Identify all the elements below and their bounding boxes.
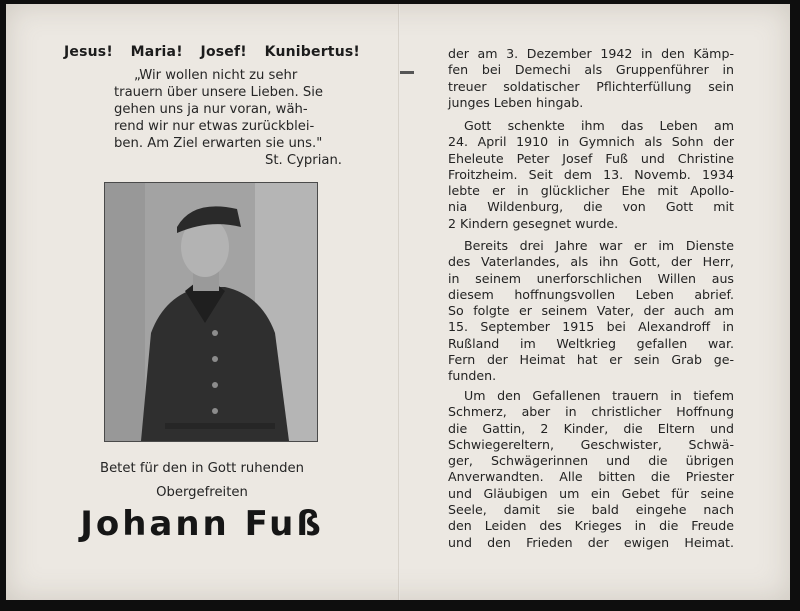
caption-line-2: Obergefreiten (156, 485, 248, 500)
text-line: die Gattin, 2 Kinder, die Eltern und (448, 420, 734, 436)
portrait-photo-drawing (105, 183, 317, 441)
text-line: nia Wildenburg, die von Gott mit (448, 199, 734, 215)
right-panel (400, 4, 790, 600)
paragraph-death (448, 46, 734, 111)
invocation-line (64, 44, 360, 60)
paragraph-mourners (448, 388, 734, 551)
invocation-word: Kunibertus! (264, 44, 360, 60)
text-line: Gott schenkte ihm das Leben am (464, 118, 734, 133)
left-panel (6, 4, 398, 600)
deceased-name: Johann Fuß (80, 504, 324, 544)
text-line: treuer soldatischer Pflichterfüllung sein (448, 78, 734, 94)
caption-line-1: Betet für den in Gott ruhenden (100, 461, 304, 476)
text-line: Fern der Heimat hat er sein Grab ge- (448, 352, 734, 368)
invocation-word: Jesus! (64, 44, 113, 60)
memorial-card (6, 4, 790, 600)
portrait-photo (104, 182, 318, 442)
text-line: und den Frieden der ewigen Heimat. (448, 534, 734, 550)
quote-line: ben. Am Ziel erwarten sie uns." (114, 136, 323, 151)
text-line: 24. April 1910 in Gymnich als Sohn der (448, 134, 734, 150)
text-line: des Vaterlandes, als ihn Gott, der Herr, (448, 254, 734, 270)
text-line: 15. September 1915 bei Alexandroff in (448, 319, 734, 335)
text-line: der am 3. Dezember 1942 in den Kämp- (448, 46, 734, 61)
text-line: in seinem unerforschlichen Willen aus (448, 270, 734, 286)
text-line: Eheleute Peter Josef Fuß und Christine (448, 150, 734, 166)
text-line: Rußland im Weltkrieg gefallen war. (448, 335, 734, 351)
text-line: Seele, damit sie bald eingehe nach (448, 502, 734, 518)
quote-block (114, 67, 360, 169)
text-line: Anverwandten. Alle bitten die Priester (448, 469, 734, 485)
invocation-word: Maria! (130, 44, 183, 60)
text-line: Bereits drei Jahre war er im Dienste (464, 238, 734, 253)
text-line: Schwiegereltern, Geschwister, Schwä- (448, 436, 734, 452)
invocation-word: Josef! (200, 44, 247, 60)
paragraph-service (448, 238, 734, 385)
text-line: junges Leben hingab. (448, 94, 584, 110)
text-line: diesem hoffnungsvollen Leben abrief. (448, 286, 734, 302)
text-line: Um den Gefallenen trauern in tiefem (464, 388, 734, 403)
paragraph-life (448, 118, 734, 232)
quote-line: trauern über unsere Lieben. Sie (114, 85, 323, 100)
margin-dash (400, 71, 414, 74)
quote-line: gehen uns ja nur voran, wäh- (114, 102, 308, 117)
text-line: fen bei Demechi als Gruppenführer in (448, 62, 734, 78)
text-line: Schmerz, aber in christlicher Hoffnung (448, 404, 734, 420)
text-line: funden. (448, 368, 497, 384)
quote-line: „Wir wollen nicht zu sehr (134, 68, 298, 83)
text-line: 2 Kindern gesegnet wurde. (448, 215, 619, 231)
quote-author: St. Cyprian. (264, 153, 342, 168)
text-line: den Leiden des Krieges in die Freude (448, 518, 734, 534)
text-line: ger, Schwägerinnen und die übrigen (448, 453, 734, 469)
text-line: lebte er in glücklicher Ehe mit Apollo- (448, 183, 734, 199)
text-line: Froitzheim. Seit dem 13. Novemb. 1934 (448, 166, 734, 182)
text-line: So folgte er seinem Vater, der auch am (448, 303, 734, 319)
text-line: und Gläubigen um ein Gebet für seine (448, 485, 734, 501)
quote-line: rend wir nur etwas zurückblei- (114, 119, 315, 134)
